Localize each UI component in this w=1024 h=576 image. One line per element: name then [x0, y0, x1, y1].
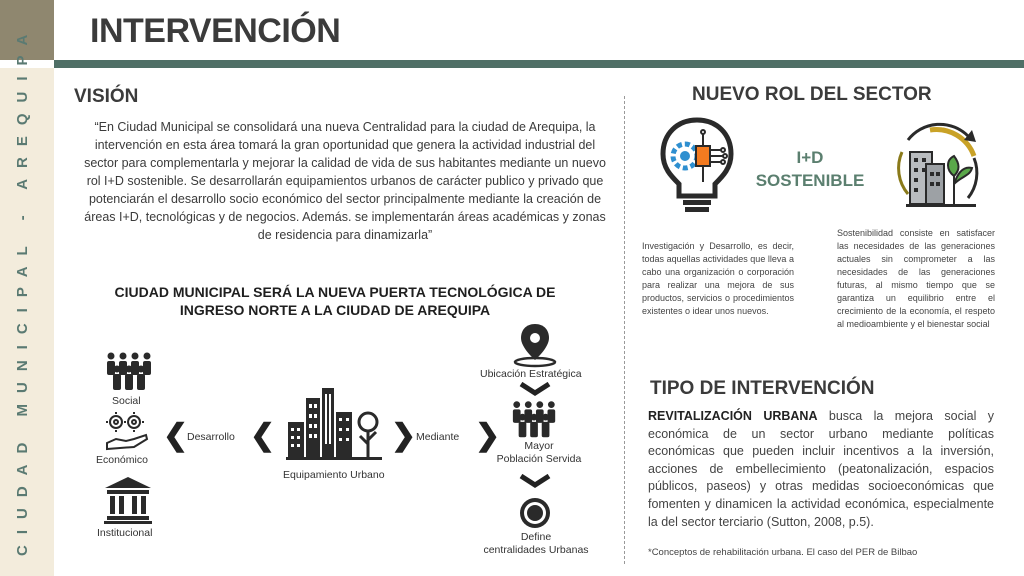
- chevron-left-icon: ❮: [250, 419, 276, 452]
- chevron-down-icon: [518, 474, 552, 488]
- equipamiento-label: Equipamiento Urbano: [283, 469, 385, 481]
- population-people-icon: [510, 399, 560, 439]
- chevron-right-icon: ❯: [475, 419, 501, 452]
- vision-heading: VISIÓN: [74, 86, 139, 107]
- nuevo-rol-heading: NUEVO ROL DEL SECTOR: [692, 84, 932, 105]
- chevron-right-icon: ❯: [391, 419, 417, 452]
- sostenibilidad-paragraph: Sostenibilidad consiste en satisfacer las necesidades de las generaciones actuales sin comprometer a las necesidades de las generaciones futuras, al mismo tiempo que se garantiza un equilibrio entre el crecimiento de la economía, el respeto al medioambiente y el bienestar social: [837, 228, 995, 329]
- chevron-left-icon: ❮: [163, 419, 189, 452]
- mayor-line-1: Mayor: [524, 440, 554, 452]
- sidebar-title: CIUDAD MUNICIPAL - AREQUIPA: [14, 23, 31, 556]
- ubicacion-label: Ubicación Estratégica: [480, 368, 582, 380]
- target-circle-icon: [518, 496, 552, 530]
- social-people-icon: [104, 351, 156, 391]
- innovation-lightbulb-icon: [657, 116, 737, 218]
- define-line-2: centralidades Urbanas: [483, 544, 589, 556]
- social-label: Social: [112, 395, 141, 407]
- id-sostenible-label: [745, 146, 875, 192]
- mayor-line-2: Población Servida: [496, 453, 582, 465]
- location-pin-icon: [511, 320, 559, 368]
- vision-paragraph: “En Ciudad Municipal se consolidará una nueva Centralidad para la ciudad de Arequipa, la intervención en esta área tomará la gran oportunidad que genera la actividad industrial del sector para complementarla y mejorar la calidad de vida de sus habitantes mediante un nuevo rol I+D sostenible. Se desarrollarán equipamientos urbanos de carácter publico y privado que potenciarán el desarrollo socio económico del sector principalmente mediante la creación de áreas I+D, tecnológicas y de negocios. Además. se implementarán áreas académicas y zonas de residencia para dinamizarla”: [84, 120, 606, 242]
- puerta-line-2: INGRESO NORTE A LA CIUDAD DE AREQUIPA: [179, 302, 491, 318]
- puerta-line-1: CIUDAD MUNICIPAL SERÁ LA NUEVA PUERTA TECNOLÓGICA DE: [114, 284, 556, 300]
- mediante-label: Mediante: [416, 431, 460, 443]
- title-underline-bar: [54, 60, 1024, 68]
- investigacion-paragraph: Investigación y Desarrollo, es decir, todas aquellas actividades que lleva a cabo una organización o corporación para realizar una mejora de sus productos, servicios o procedimientos existentes o idear unos nuevos.: [642, 241, 794, 316]
- desarrollo-label: Desarrollo: [187, 431, 235, 443]
- urban-buildings-icon: [286, 386, 382, 460]
- column-divider: [624, 96, 625, 564]
- id-line-1: I+D: [796, 148, 824, 167]
- mayor-poblacion-label: [494, 440, 584, 466]
- define-line-1: Define: [520, 531, 552, 543]
- tipo-intervencion-heading: TIPO DE INTERVENCIÓN: [650, 378, 875, 399]
- id-line-2: SOSTENIBLE: [755, 171, 865, 190]
- economico-label: Económico: [96, 454, 148, 466]
- footnote: *Conceptos de rehabilitación urbana. El caso del PER de Bilbao: [648, 547, 918, 558]
- economic-gears-hand-icon: [104, 411, 150, 453]
- define-centralidades-label: [478, 531, 594, 557]
- chevron-down-icon: [518, 382, 552, 396]
- institution-building-icon: [103, 476, 153, 524]
- page-title: INTERVENCIÓN: [90, 12, 341, 50]
- puerta-tecnologica-heading: [90, 283, 580, 319]
- institucional-label: Institucional: [97, 527, 153, 539]
- tipo-paragraph: [648, 408, 994, 531]
- sustainable-city-icon: [888, 118, 988, 216]
- tipo-description: busca la mejora social y económica de un sector urbano mediante políticas económicas que pueden incluir incentivos a la inversión, acciones de embellecimiento (peatonalización, espacios públicos, paseos) y otras medidas socioeconómicas que fomenten y dinamicen la actividad económica, especialmente la del sector terciario (Sutton, 2008, p.5).: [648, 409, 994, 529]
- revitalizacion-term: REVITALIZACIÓN URBANA: [648, 409, 818, 423]
